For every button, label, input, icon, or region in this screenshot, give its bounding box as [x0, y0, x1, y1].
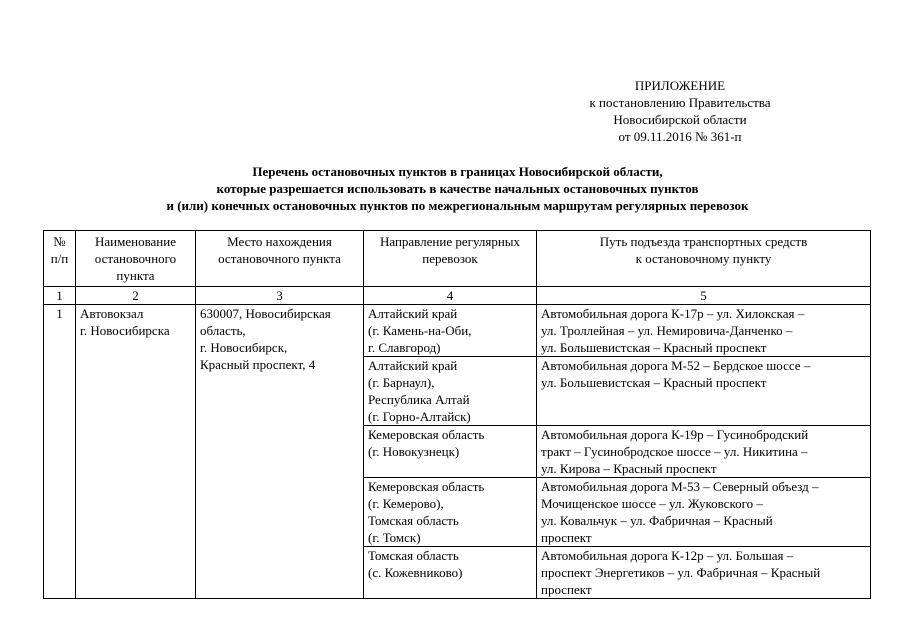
- route-path: Автомобильная дорога К-17р – ул. Хилокская – ул. Троллейная – ул. Немировича-Данченко – ул. Большевистская – Красный проспект: [537, 305, 871, 357]
- column-number: 3: [196, 287, 364, 305]
- column-number: 2: [76, 287, 196, 305]
- route-direction: Алтайский край (г. Барнаул), Республика Алтай (г. Горно-Алтайск): [364, 357, 537, 426]
- header-access-path: Путь подъезда транспортных средств к остановочному пункту: [537, 231, 871, 287]
- appendix-region: Новосибирской области: [613, 112, 747, 127]
- table-row: [44, 305, 871, 357]
- header-direction: Направление регулярных перевозок: [364, 231, 537, 287]
- column-number: 4: [364, 287, 537, 305]
- title-line-1: Перечень остановочных пунктов в границах Новосибирской области,: [252, 164, 663, 179]
- header-location: Место нахождения остановочного пункта: [196, 231, 364, 287]
- title-line-3: и (или) конечных остановочных пунктов по межрегиональным маршрутам регулярных перевозок: [166, 198, 749, 213]
- header-stop-name: Наименование остановочного пункта: [76, 231, 196, 287]
- appendix-label: ПРИЛОЖЕНИЕ: [634, 78, 726, 93]
- appendix-header: [550, 77, 810, 145]
- stop-name: Автовокзал г. Новосибирска: [76, 305, 196, 599]
- route-path: Автомобильная дорога М-52 – Бердское шоссе – ул. Большевистская – Красный проспект: [537, 357, 871, 426]
- stops-table: [43, 230, 871, 599]
- route-path: Автомобильная дорога К-19р – Гусинобродский тракт – Гусинобродское шоссе – ул. Никитина – ул. Кирова – Красный проспект: [537, 426, 871, 478]
- document-title: [40, 163, 875, 214]
- title-line-2: которые разрешается использовать в качестве начальных остановочных пунктов: [216, 181, 699, 196]
- route-direction: Кемеровская область (г. Кемерово), Томская область (г. Томск): [364, 478, 537, 547]
- column-number: 5: [537, 287, 871, 305]
- route-direction: Томская область (с. Кожевниково): [364, 547, 537, 599]
- route-direction: Алтайский край (г. Камень-на-Оби, г. Славгород): [364, 305, 537, 357]
- header-number: № п/п: [44, 231, 76, 287]
- route-path: Автомобильная дорога К-12р – ул. Большая – проспект Энергетиков – ул. Фабричная – Красный проспект: [537, 547, 871, 599]
- route-direction: Кемеровская область (г. Новокузнецк): [364, 426, 537, 478]
- column-number: 1: [44, 287, 76, 305]
- stop-location: 630007, Новосибирская область, г. Новосибирск, Красный проспект, 4: [196, 305, 364, 599]
- appendix-resolution: к постановлению Правительства: [589, 95, 771, 110]
- appendix-date-number: от 09.11.2016 № 361-п: [618, 129, 742, 144]
- row-number: 1: [44, 305, 76, 599]
- route-path: Автомобильная дорога М-53 – Северный объезд – Мочищенское шоссе – ул. Жуковского – ул. Ковальчук – ул. Фабричная – Красный проспект: [537, 478, 871, 547]
- column-number-row: [44, 287, 871, 305]
- header-row: [44, 231, 871, 287]
